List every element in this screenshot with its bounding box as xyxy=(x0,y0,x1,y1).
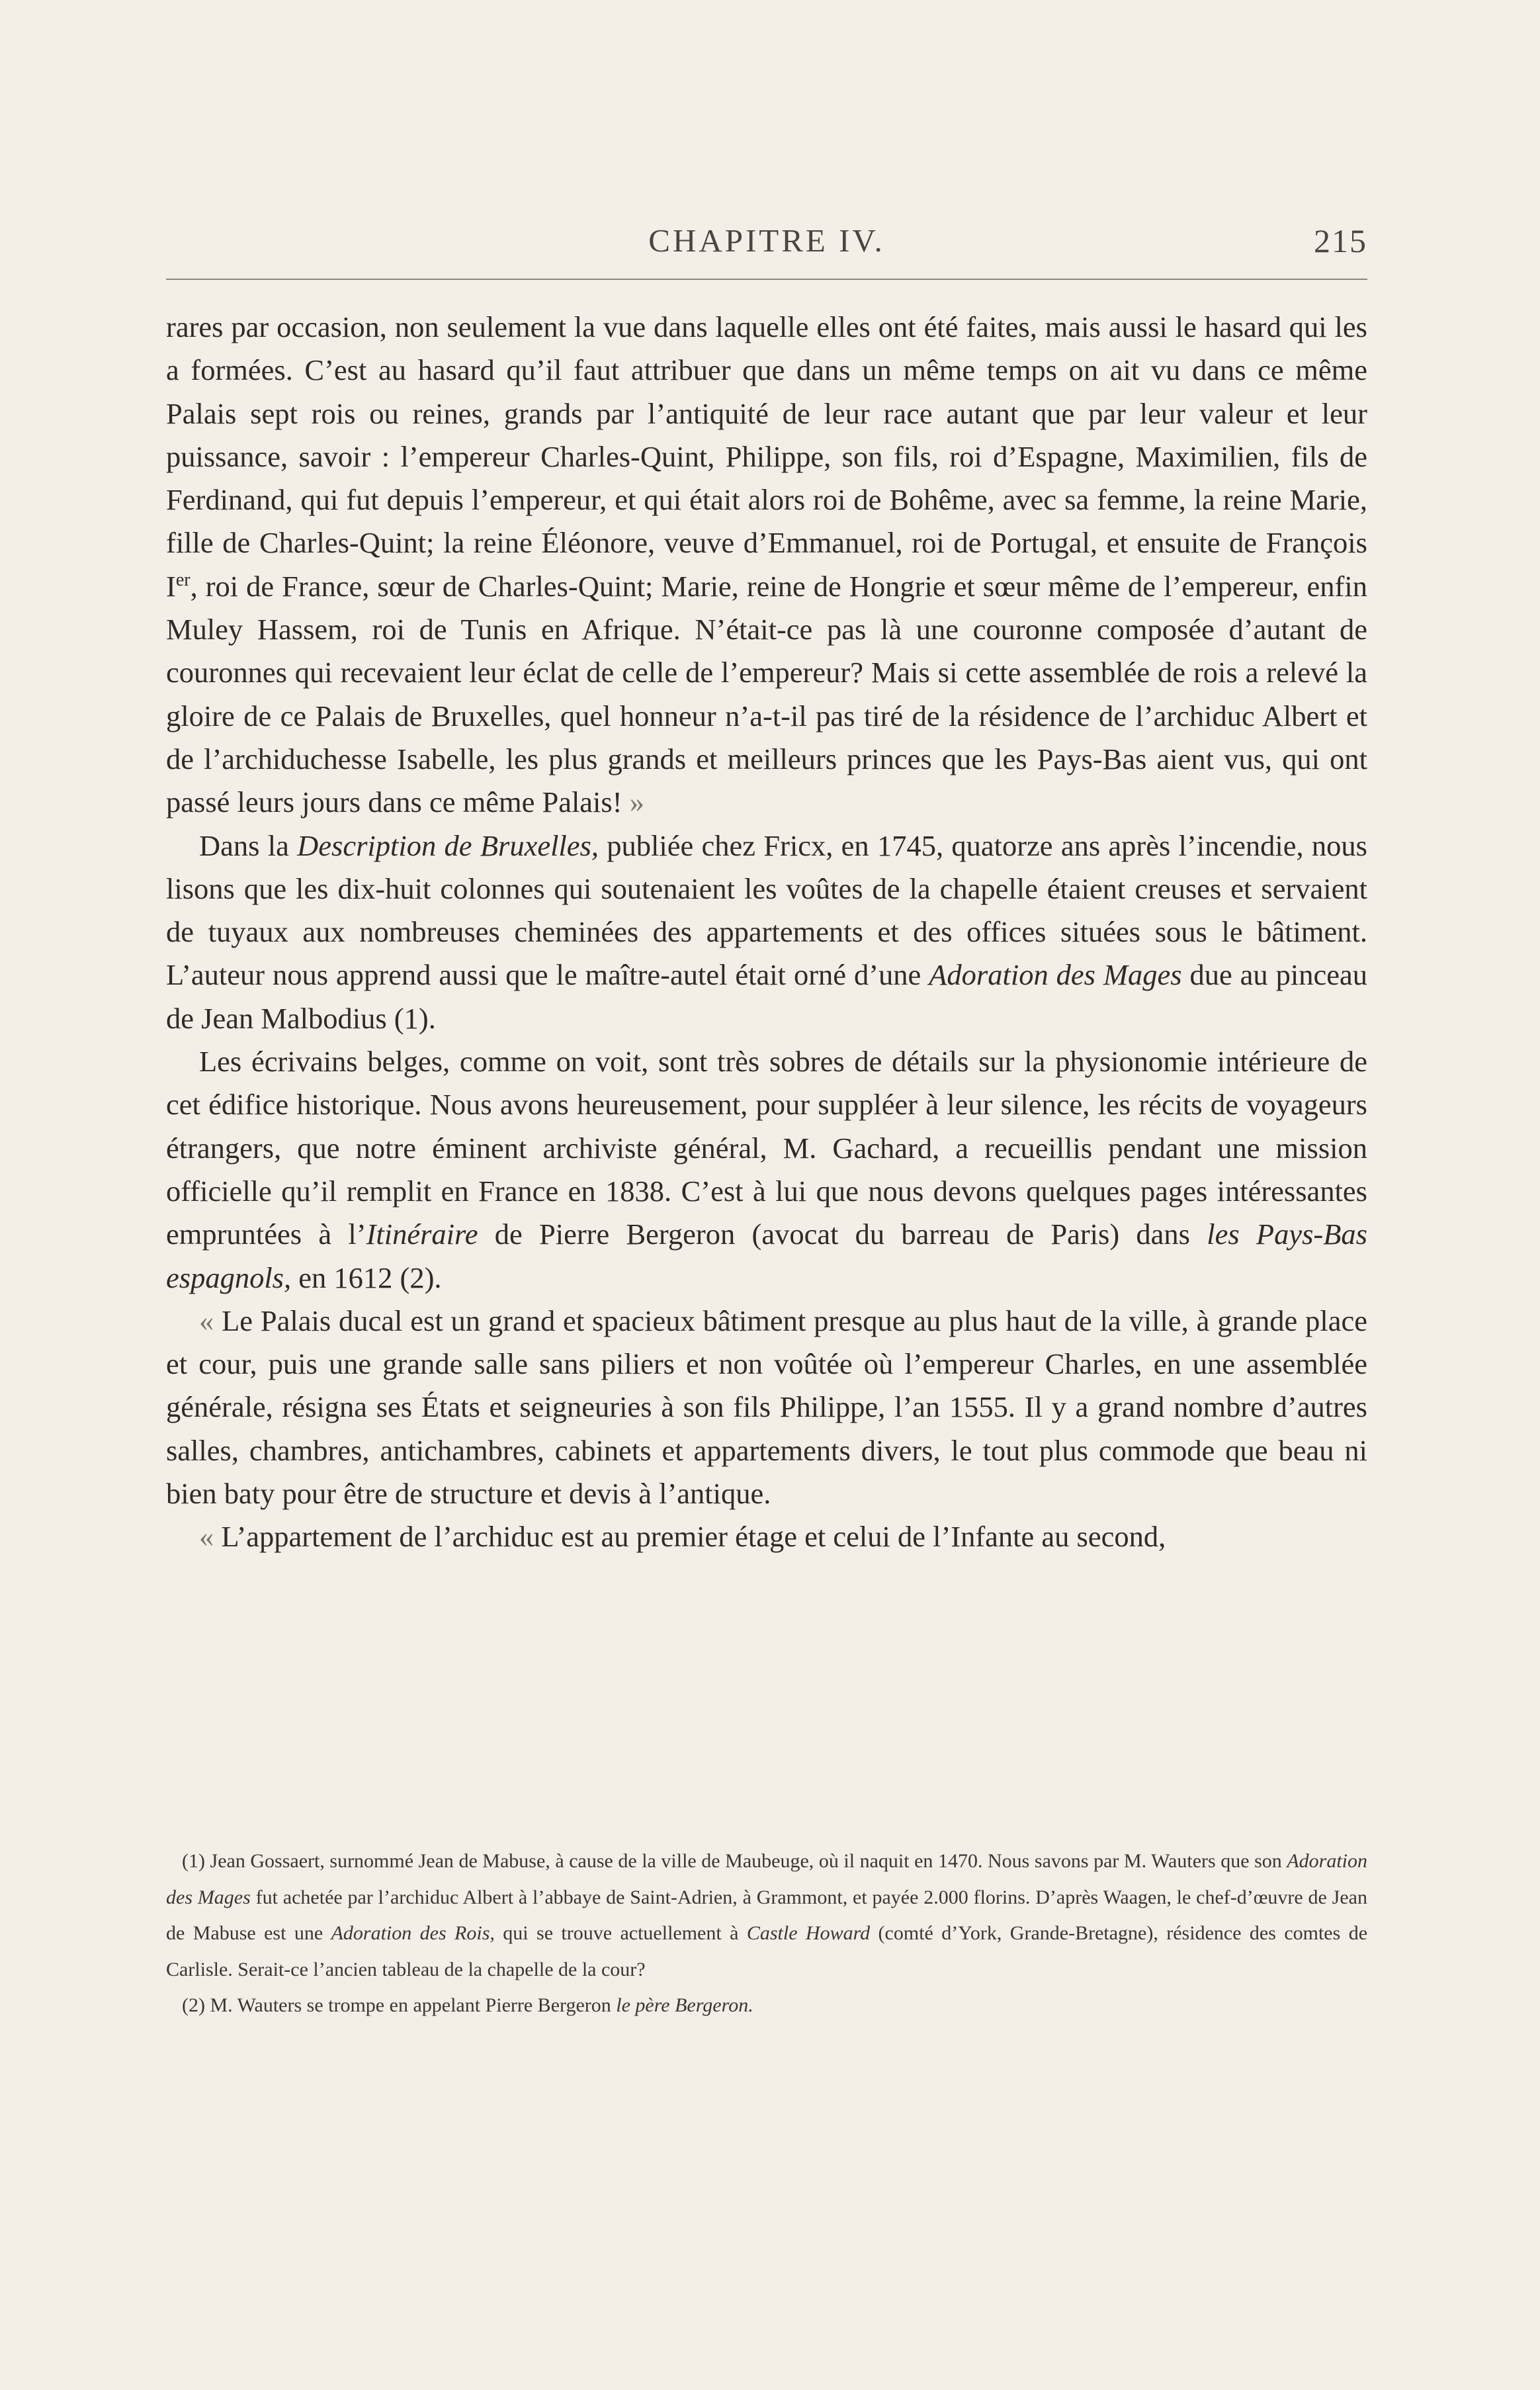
italic-title: Description de Bruxelles, xyxy=(297,828,599,862)
paragraph xyxy=(166,1040,1367,1300)
opening-quote: « xyxy=(199,1304,214,1337)
italic-title: Adoration des Mages xyxy=(929,958,1182,992)
text-run: Dans la xyxy=(199,828,298,862)
text-run: de Pierre Bergeron (avocat du barreau de Paris) dans xyxy=(478,1217,1207,1251)
page-number: 215 xyxy=(1314,222,1367,259)
text-run: Le Palais ducal est un grand et spacieux bâtiment presque au plus haut de la ville, à grande place et cour, puis une grande salle sans piliers et non voûtée où l’empereur Charles, en une assemblée générale, résigna ses États et seigneuries à son fils Philippe, l’an 1555. Il y a grand nombre d’autres salles, chambres, antichambres, cabinets et appartements divers, le tout plus commode que beau ni bien baty pour être de structure et devis à l’antique. xyxy=(166,1304,1367,1511)
italic-title: Adoration des Mages xyxy=(166,1850,1367,1908)
closing-quote: » xyxy=(629,785,644,819)
footnotes xyxy=(166,1843,1367,2024)
superscript: er xyxy=(175,569,191,590)
text-run: Les écrivains belges, comme on voit, sont très sobres de détails sur la physionomie intérieure de cet édifice historique. Nous avons heureusement, pour suppléer à leur silence, les récits de voyageurs étrangers, que notre éminent archiviste général, M. Gachard, a recueillis pendant une mission officielle qu’il remplit en France en 1838. C’est à lui que nous devons quelques pages intéressantes empruntées à l’ xyxy=(166,1045,1367,1251)
chapter-title: CHAPITRE IV. xyxy=(648,222,885,259)
italic-title: Itinéraire xyxy=(366,1217,478,1251)
paragraph xyxy=(166,824,1367,1040)
text-run: (1) Jean Gossaert, surnommé Jean de Mabuse, à cause de la ville de Maubeuge, où il naquit en 1470. Nous savons par M. Wauters que son xyxy=(182,1850,1287,1872)
text-run: en 1612 (2). xyxy=(291,1261,442,1294)
opening-quote: « xyxy=(199,1520,214,1554)
running-head xyxy=(166,216,1367,266)
body-text xyxy=(166,306,1367,1559)
footnote-1 xyxy=(166,1843,1367,1988)
footnote-2 xyxy=(166,1988,1367,2024)
text-run: , roi de France, sœur de Charles-Quint; Marie, reine de Hongrie et sœur même de l’empereur, enfin Muley Hassem, roi de Tunis en Afrique. N’était-ce pas là une couronne composée d’autant de couronnes qui recevaient leur éclat de celle de l’empereur? Mais si cette assemblée de rois a relevé la gloire de ce Palais de Bruxelles, quel honneur n’a-t-il pas tiré de la résidence de l’archiduc Albert et de l’archiduchesse Isabelle, les plus grands et meilleurs princes que les Pays-Bas aient vus, qui ont passé leurs jours dans ce même Palais! xyxy=(166,569,1367,819)
quote-paragraph xyxy=(166,1515,1367,1558)
text-run: L’appartement de l’archiduc est au premier étage et celui de l’Infante au second, xyxy=(214,1520,1166,1554)
text-run: (2) M. Wauters se trompe en appelant Pierre Bergeron xyxy=(182,1994,617,2016)
text-run: rares par occasion, non seulement la vue dans laquelle elles ont été faites, mais aussi le hasard qui les a formées. C’est au hasard qu’il faut attribuer que dans un même temps on ait vu dans ce même Palais sept rois ou reines, grands par l’antiquité de leur race autant que par leur valeur et leur puissance, savoir : l’empereur Charles-Quint, Philippe, son fils, roi d’Espagne, Maximilien, fils de Ferdinand, qui fut depuis l’empereur, et qui était alors roi de Bohême, avec sa femme, la reine Marie, fille de Charles-Quint; la reine Éléonore, veuve d’Emmanuel, roi de Portugal, et ensuite de François I xyxy=(166,310,1367,603)
italic-title: le père Bergeron. xyxy=(616,1994,753,2016)
quote-paragraph xyxy=(166,1300,1367,1515)
text-run: due au pinceau de Jean Malbodius (1). xyxy=(166,958,1367,1035)
header-rule xyxy=(166,279,1367,280)
italic-title: Adoration des Rois, xyxy=(331,1922,495,1944)
text-run: (comté d’York, Grande-Bretagne), résidence des comtes de Carlisle. Serait-ce l’ancien tableau de la chapelle de la cour? xyxy=(166,1922,1368,1980)
paragraph xyxy=(166,306,1367,824)
italic-title: Castle Howard xyxy=(746,1922,871,1944)
italic-title: les Pays-Bas espagnols, xyxy=(166,1217,1367,1294)
text-run: qui se trouve actuellement à xyxy=(494,1922,747,1944)
text-run: publiée chez Fricx, en 1745, quatorze ans après l’incendie, nous lisons que les dix-huit colonnes qui soutenaient les voûtes de la chapelle étaient creuses et servaient de tuyaux aux nombreuses cheminées des appartements et des offices situées sous le bâtiment. L’auteur nous apprend aussi que le maître-autel était orné d’une xyxy=(166,828,1367,992)
text-run: fut achetée par l’archiduc Albert à l’abbaye de Saint-Adrien, à Grammont, et payée 2.000 florins. D’après Waagen, le chef-d’œuvre de Jean de Mabuse est une xyxy=(166,1886,1367,1944)
